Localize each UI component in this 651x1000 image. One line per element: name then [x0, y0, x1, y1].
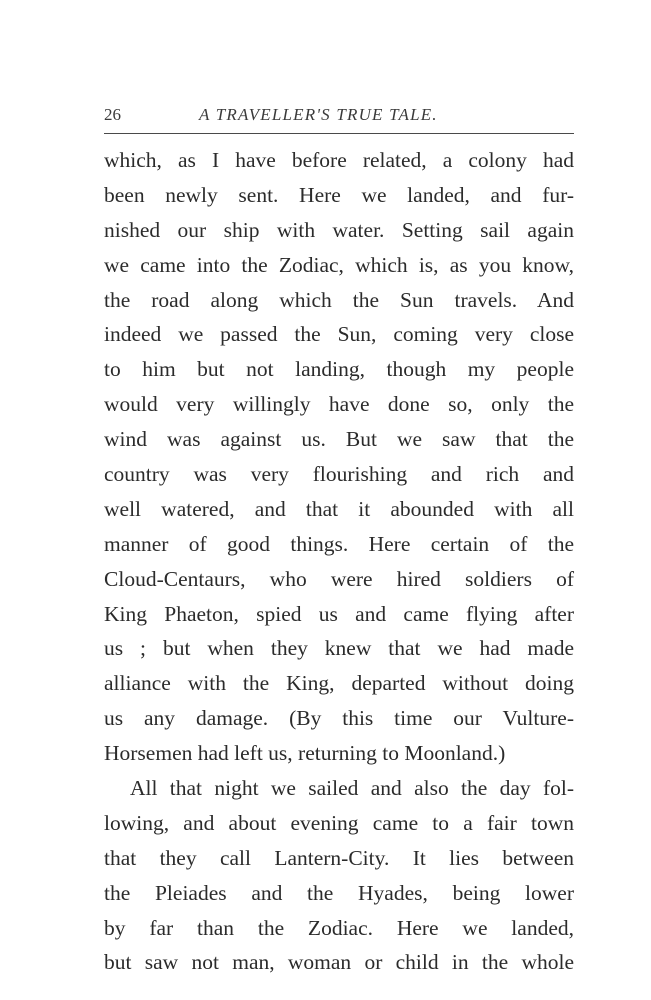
text-line: well watered, and that it abounded with all — [104, 496, 574, 521]
text-line: which, as I have before related, a colony had — [104, 148, 574, 172]
running-head — [104, 104, 574, 126]
text-line: us ; but when they knew that we had made — [104, 636, 574, 661]
page-number: 26 — [104, 105, 121, 124]
text-line: by far than the Zodiac. Here we landed, — [104, 915, 574, 940]
paragraph-2 — [104, 771, 574, 980]
running-title: A TRAVELLER'S TRUE TALE. — [199, 105, 438, 124]
text-line: would very willingly have done so, only the — [104, 392, 574, 417]
text-line: the Pleiades and the Hyades, being lower — [104, 880, 574, 905]
header-rule — [104, 133, 574, 134]
body-text — [104, 143, 574, 980]
text-line: nished our ship with water. Setting sail again — [104, 217, 574, 242]
text-line: we came into the Zodiac, which is, as you know, — [104, 252, 574, 277]
text-line: us any damage. (By this time our Vulture- — [104, 706, 574, 731]
text-line: country was very flourishing and rich and — [104, 462, 574, 487]
text-line: the road along which the Sun travels. And — [104, 287, 574, 312]
text-line: indeed we passed the Sun, coming very close — [104, 322, 574, 347]
text-line: lowing, and about evening came to a fair town — [104, 810, 574, 835]
text-line: manner of good things. Here certain of the — [104, 531, 574, 556]
text-line: been newly sent. Here we landed, and fur- — [104, 182, 574, 207]
text-line: but saw not man, woman or child in the whole — [104, 950, 574, 975]
text-line: wind was against us. But we saw that the — [104, 427, 574, 452]
text-line: King Phaeton, spied us and came flying after — [104, 601, 574, 626]
text-line: to him but not landing, though my people — [104, 357, 574, 382]
text-line: All that night we sailed and also the day fol- — [130, 776, 574, 801]
text-line: Horsemen had left us, returning to Moonland.) — [104, 741, 506, 766]
text-line: that they call Lantern-City. It lies between — [104, 845, 574, 870]
paragraph-1 — [104, 143, 574, 771]
text-line: Cloud-Centaurs, who were hired soldiers of — [104, 566, 574, 591]
text-line: alliance with the King, departed without doing — [104, 671, 574, 696]
